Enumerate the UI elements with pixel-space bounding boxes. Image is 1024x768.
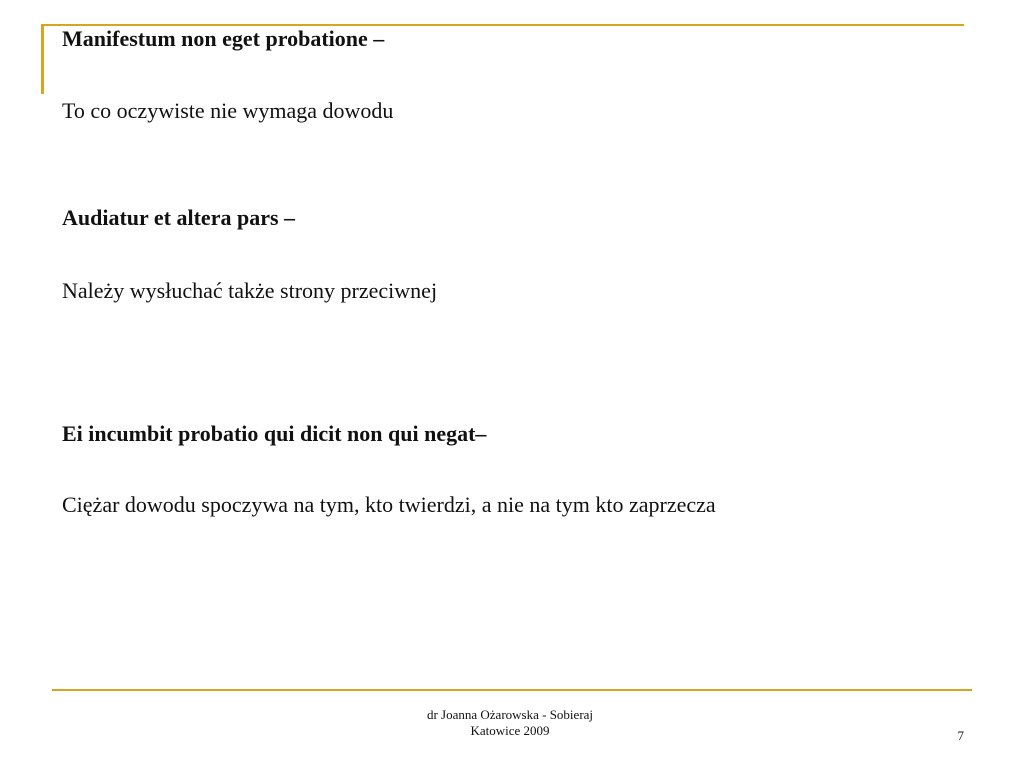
footer-author: dr Joanna Ożarowska - Sobieraj — [426, 707, 594, 722]
left-accent-bar — [41, 24, 44, 94]
footer-place-year: Katowice 2009 — [470, 723, 550, 738]
bottom-divider — [52, 689, 972, 691]
maxim-translation-2: Należy wysłuchać także strony przeciwnej — [62, 278, 438, 303]
maxim-latin-1: Manifestum non eget probatione – — [62, 26, 385, 51]
page-number: 7 — [957, 728, 964, 743]
maxim-latin-3: Ei incumbit probatio qui dicit non qui negat– — [62, 421, 487, 446]
maxim-translation-1: To co oczywiste nie wymaga dowodu — [62, 98, 394, 123]
maxim-latin-2: Audiatur et altera pars – — [62, 205, 296, 230]
footer — [0, 707, 1024, 739]
maxim-translation-3: Ciężar dowodu spoczywa na tym, kto twierdzi, a nie na tym kto zaprzecza — [62, 492, 716, 517]
